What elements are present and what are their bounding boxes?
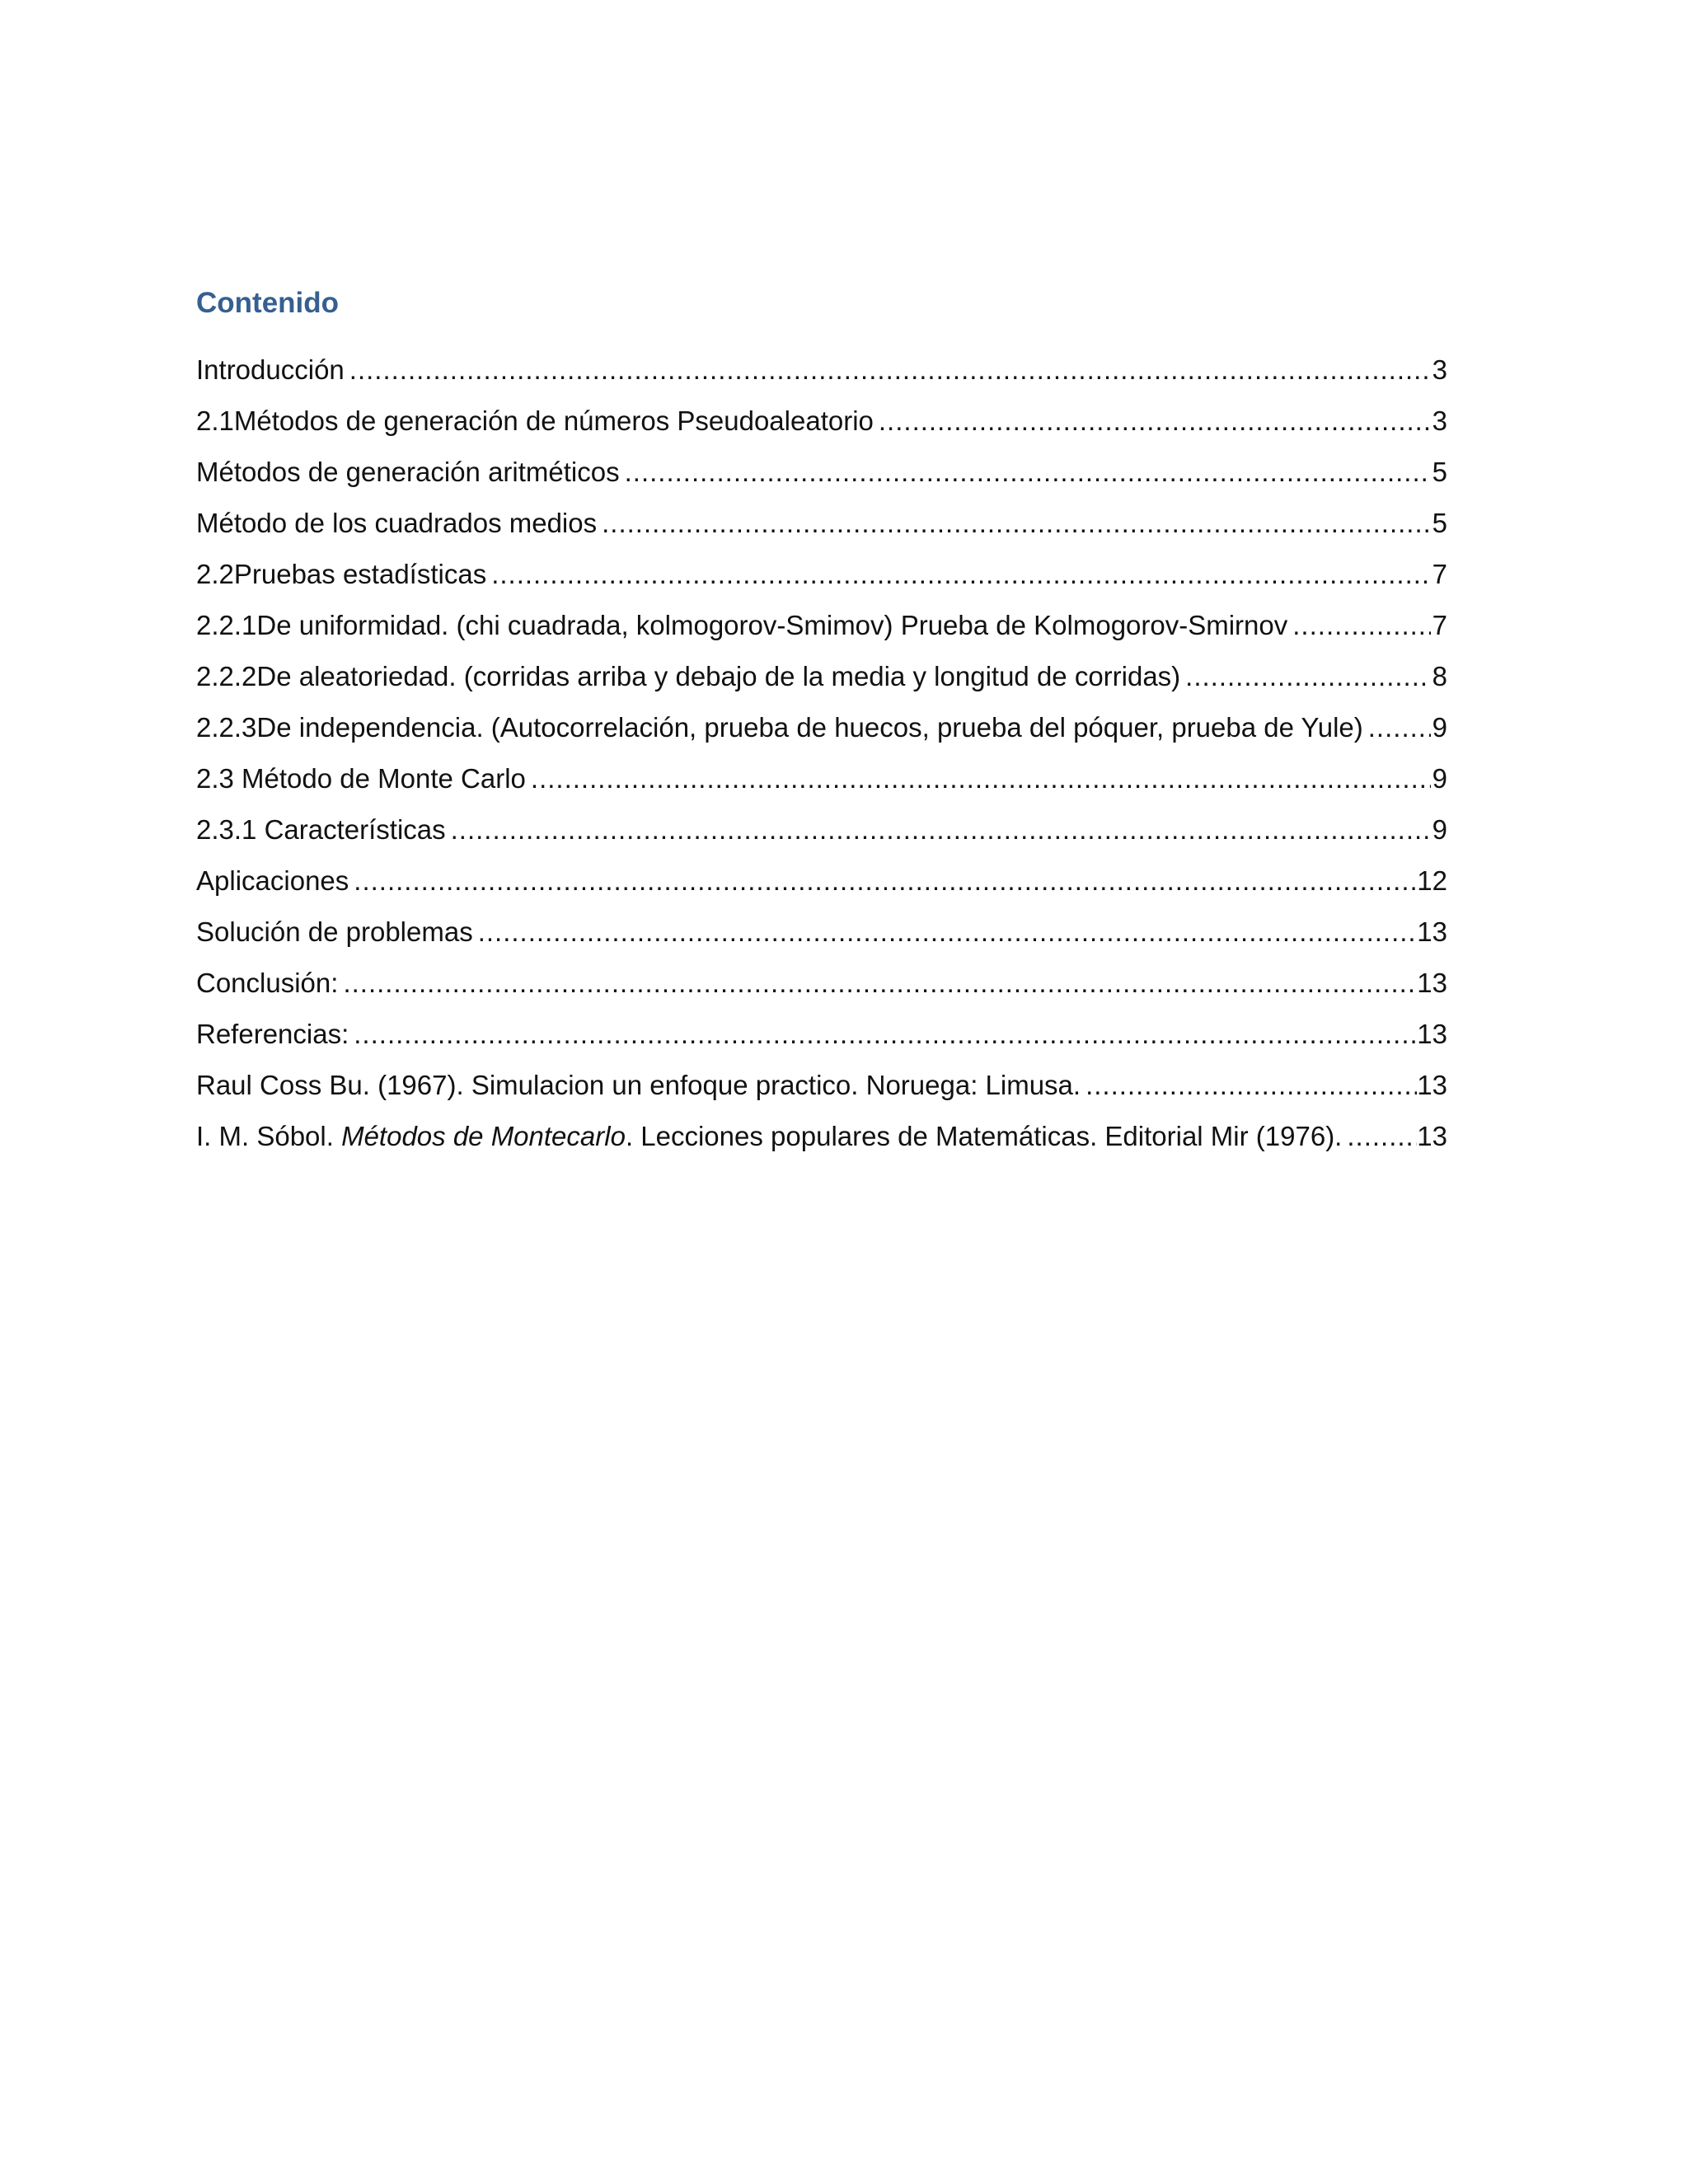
toc-dot-leader <box>620 447 1431 498</box>
toc-entry-aleatoriedad[interactable] <box>196 651 1447 702</box>
toc-page-number: 3 <box>1432 405 1447 436</box>
toc-dot-leader <box>1363 702 1431 753</box>
toc-dot-leader <box>1081 1060 1417 1111</box>
toc-dot-leader <box>874 396 1431 447</box>
toc-entry-label: Conclusión: <box>196 968 339 998</box>
toc-entry-label-italic: Métodos de Montecarlo <box>341 1121 626 1151</box>
toc-entry-metodos-aritmeticos[interactable] <box>196 447 1447 498</box>
toc-entry-label: 2.2Pruebas estadísticas <box>196 559 487 589</box>
toc-entry-conclusion[interactable] <box>196 958 1447 1009</box>
toc-dot-leader <box>345 344 1431 396</box>
toc-entry-monte-carlo[interactable] <box>196 753 1447 804</box>
toc-page-number: 5 <box>1432 508 1447 538</box>
toc-page-number: 7 <box>1432 559 1447 589</box>
toc-entry-sobol[interactable] <box>196 1111 1447 1162</box>
toc-entry-independencia[interactable] <box>196 702 1447 753</box>
toc-entry-label: 2.2.2De aleatoriedad. (corridas arriba y debajo de la media y longitud de corridas) <box>196 661 1181 691</box>
toc-dot-leader <box>473 907 1418 958</box>
toc-entry-label <box>196 1111 1342 1162</box>
toc-page-number: 13 <box>1417 1070 1447 1100</box>
toc-dot-leader <box>1342 1111 1417 1162</box>
toc-entry-label: Método de los cuadrados medios <box>196 508 598 538</box>
toc-entry-label: 2.2.3De independencia. (Autocorrelación, prueba de huecos, prueba del póquer, prueba de Yule) <box>196 712 1363 743</box>
toc-entry-cuadrados-medios[interactable] <box>196 498 1447 549</box>
toc-page-number: 12 <box>1417 865 1447 896</box>
toc-entry-label: Aplicaciones <box>196 865 349 896</box>
toc-list <box>196 344 1447 1162</box>
toc-entry-label: 2.3 Método de Monte Carlo <box>196 763 526 794</box>
toc-entry-label: Métodos de generación aritméticos <box>196 457 620 487</box>
toc-entry-raul-coss-bu[interactable] <box>196 1060 1447 1111</box>
toc-page-number: 7 <box>1432 610 1447 640</box>
toc-entry-label-prefix: I. M. Sóbol. <box>196 1121 342 1151</box>
toc-entry-referencias[interactable] <box>196 1009 1447 1060</box>
toc-entry-caracteristicas[interactable] <box>196 804 1447 855</box>
toc-entry-label: 2.1Métodos de generación de números Pseudoaleatorio <box>196 405 874 436</box>
toc-dot-leader <box>486 549 1431 600</box>
toc-entry-label: Raul Coss Bu. (1967). Simulacion un enfoque practico. Noruega: Limusa. <box>196 1070 1081 1100</box>
toc-dot-leader <box>349 1009 1417 1060</box>
toc-page-number: 13 <box>1417 916 1447 947</box>
toc-entry-metodos-generacion[interactable] <box>196 396 1447 447</box>
toc-entry-solucion-problemas[interactable] <box>196 907 1447 958</box>
toc-title: Contenido <box>196 287 340 319</box>
toc-page-number: 5 <box>1432 457 1447 487</box>
toc-entry-label-suffix: . Lecciones populares de Matemáticas. Editorial Mir (1976). <box>625 1121 1343 1151</box>
toc-dot-leader <box>1180 651 1431 702</box>
toc-page-number: 13 <box>1417 968 1447 998</box>
toc-dot-leader <box>349 855 1417 907</box>
toc-entry-pruebas-estadisticas[interactable] <box>196 549 1447 600</box>
toc-entry-label: Referencias: <box>196 1019 349 1049</box>
toc-page-number: 9 <box>1432 712 1447 743</box>
toc-dot-leader <box>338 958 1417 1009</box>
toc-page-number: 9 <box>1432 763 1447 794</box>
toc-entry-label: Introducción <box>196 354 345 385</box>
toc-entry-uniformidad[interactable] <box>196 600 1447 651</box>
toc-dot-leader <box>526 753 1431 804</box>
toc-page-number: 3 <box>1432 354 1447 385</box>
toc-page-number: 13 <box>1417 1121 1447 1151</box>
toc-page-number: 9 <box>1432 814 1447 845</box>
toc-entry-label: 2.3.1 Características <box>196 814 446 845</box>
toc-dot-leader <box>446 804 1431 855</box>
toc-page-number: 13 <box>1417 1019 1447 1049</box>
toc-dot-leader <box>597 498 1431 549</box>
toc-page-number: 8 <box>1432 661 1447 691</box>
toc-entry-label: 2.2.1De uniformidad. (chi cuadrada, kolmogorov-Smimov) Prueba de Kolmogorov-Smirnov <box>196 610 1288 640</box>
toc-entry-label: Solución de problemas <box>196 916 473 947</box>
toc-dot-leader <box>1287 600 1431 651</box>
table-of-contents <box>196 280 1447 1162</box>
toc-entry-introduccion[interactable] <box>196 344 1447 396</box>
toc-entry-aplicaciones[interactable] <box>196 855 1447 907</box>
